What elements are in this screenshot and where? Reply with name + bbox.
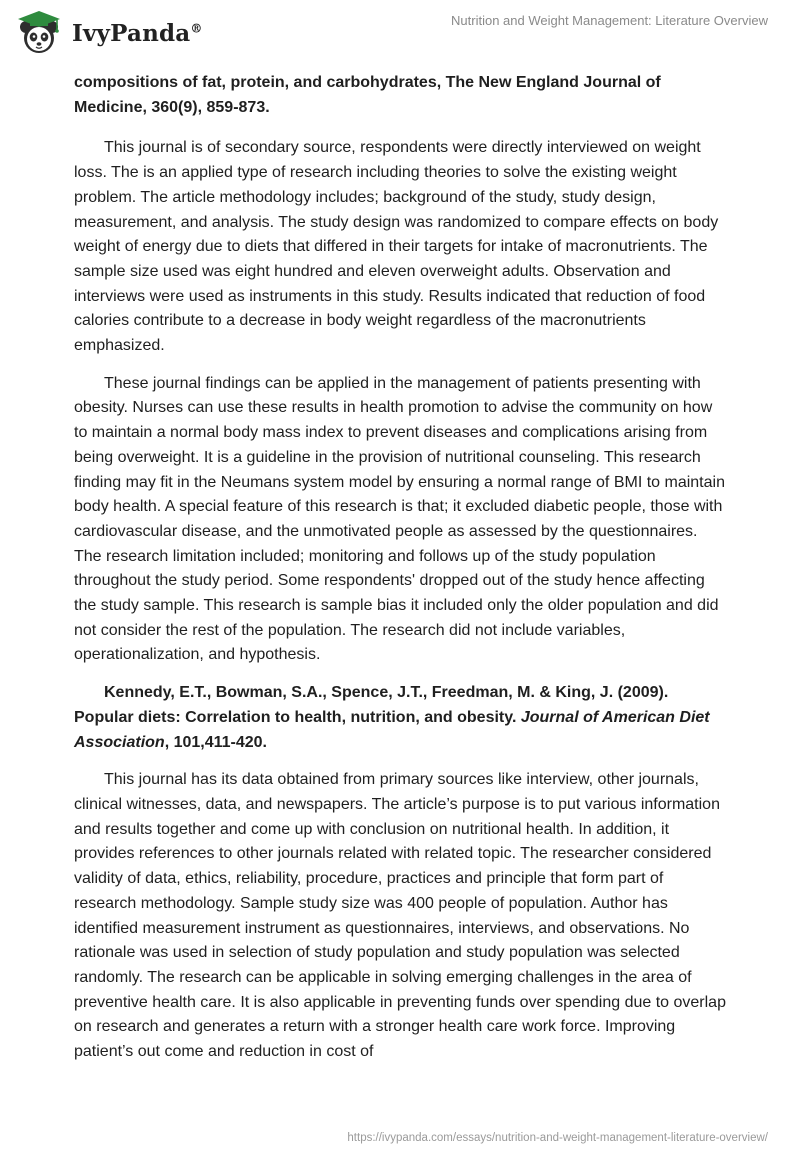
paragraph-2: These journal findings can be applied in the management of patients presenting with obesity. Nurses can use these results in health promotion to advise the community on how to maintain a normal body mass index to prevent diseases and complications arising from being overweight. It is a guideline in the provision of nutritional counseling. This research finding may fit in the Neumans system model by ensuring a normal range of BMI to maintain body health. A special feature of this research is that; it excluded diabetic people, those with cardiovascular disease, and the unmotivated people as assessed by the questionnaires. The research limitation included; monitoring and follows up of the study population throughout the study period. Some respondents' dropped out of the study hence affecting the study sample. This research is sample bias it included only the older population and did not consider the rest of the population. The research did not include variables, operationalization, and hypothesis.: [74, 374, 725, 664]
reference-kennedy-journal: Journal of American Diet Association: [74, 708, 710, 751]
reference-kennedy: [74, 681, 728, 755]
reference-kennedy-text: Kennedy, E.T., Bowman, S.A., Spence, J.T., Freedman, M. & King, J. (2009). Popular diets: Correlation to health, nutrition, and obesity.: [74, 684, 669, 726]
reference-kennedy-pages: , 101,411-420.: [164, 733, 267, 751]
source-url[interactable]: https://ivypanda.com/essays/nutrition-and-weight-management-literature-overview/: [347, 1132, 768, 1144]
brand-logo[interactable]: [14, 10, 203, 56]
reference-continued: compositions of fat, protein, and carbohydrates, The New England Journal of Medicine, 360(9), 859-873.: [74, 74, 661, 116]
document-title: Nutrition and Weight Management: Literature Overview: [451, 13, 768, 28]
panda-graduation-cap-icon: [14, 10, 64, 56]
essay-body: [74, 71, 728, 1065]
paragraph-3: This journal has its data obtained from primary sources like interview, other journals, clinical witnesses, data, and newspapers. The article’s purpose is to put various information and results together and come up with conclusion on nutritional health. In addition, it provides references to other journals related with related topic. The researcher considered validity of data, ethics, reliability, procedure, practices and principle that form part of research methodology. Sample study size was 400 people of population. Author has identified measurement instrument as questionnaires, interviews, and observations. No rationale was used in selection of study population and study population was selected randomly. The research can be applicable in solving emerging challenges in the area of preventive health care. It is also applicable in preventing funds over spending due to overlap on research and generates a return with a stronger health care work force. Improving patient’s out come and reduction in cost of: [74, 771, 726, 1061]
page-header: [0, 0, 800, 70]
brand-name: IvyPanda®: [72, 19, 203, 47]
paragraph-1: This journal is of secondary source, respondents were directly interviewed on weight loss. The is an applied type of research including theories to solve the existing weight problem. The article methodology includes; background of the study, study design, measurement, and analysis. The study design was randomized to compare effects on body weight of energy due to diets that differed in their targets for intake of macronutrients. The sample size used was eight hundred and eleven overweight adults. Observation and interviews were used as instruments in this study. Results indicated that reduction of food calories contribute to a decrease in body weight regardless of the macronutrients emphasized.: [74, 139, 719, 355]
